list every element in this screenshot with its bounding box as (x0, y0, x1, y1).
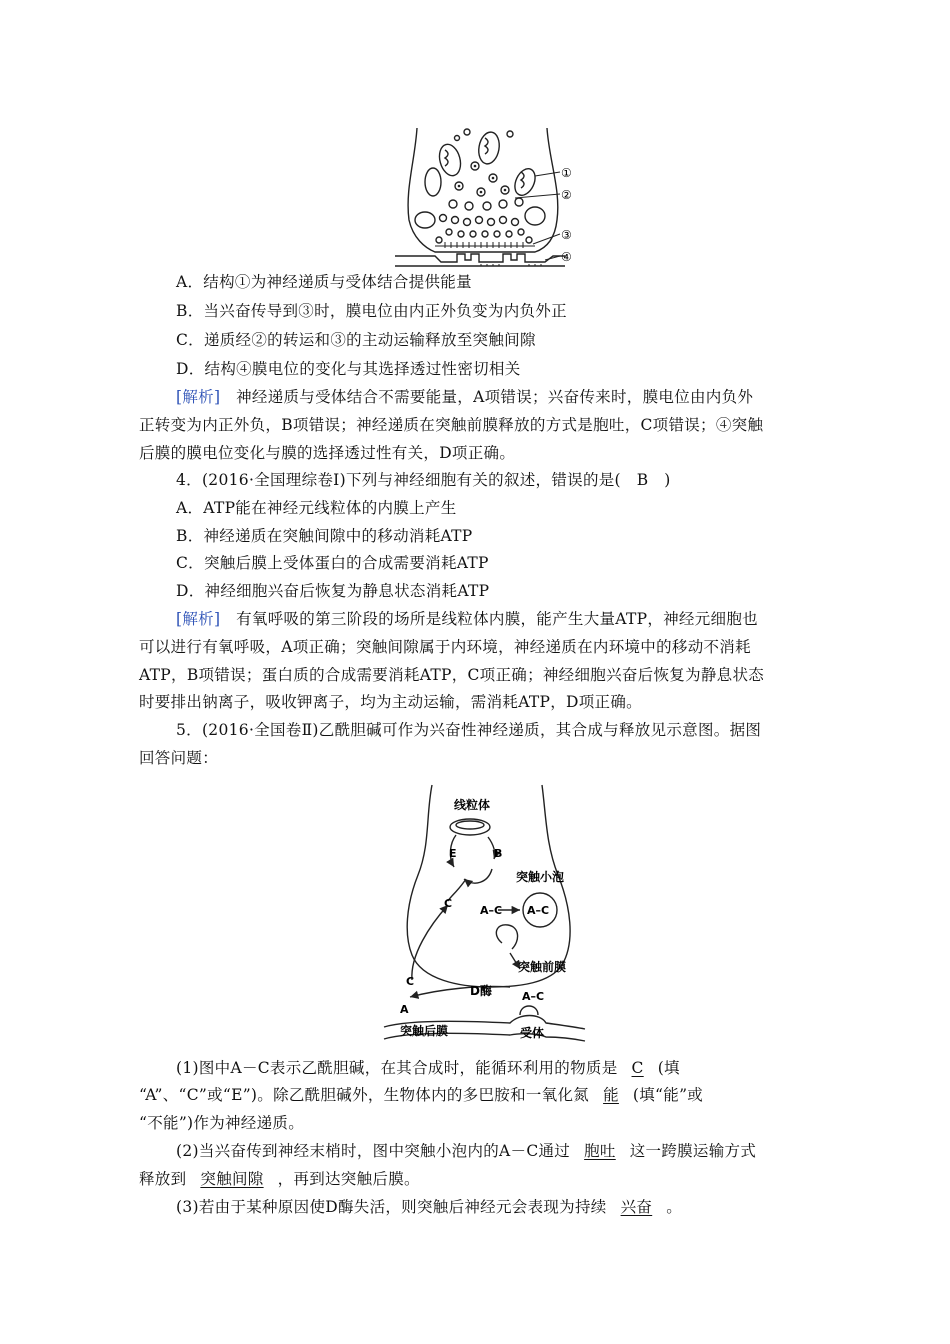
fig-b-label: B (494, 847, 503, 860)
q5-p1-text2a: “A”、“C”或“E”)。除乙酰胆碱外，生物体内的多巴胺和一氧化氮 (139, 1086, 590, 1104)
q5-stem-line2: 回答问题： (139, 749, 219, 767)
q3-option-b: B．当兴奋传导到③时，膜电位由内正外负变为内负外正 (176, 302, 567, 320)
q3-analysis-line1 (176, 387, 753, 407)
q4-option-a: A．ATP能在神经元线粒体的内膜上产生 (176, 499, 457, 517)
q5-p1-answer1: C (631, 1059, 644, 1077)
q5-p3-text-a: (3)若由于某种原因使D酶失活，则突触后神经元会表现为持续 (176, 1198, 607, 1216)
q4-analysis-line3: ATP，B项错误；蛋白质的合成需要消耗ATP，C项正确；神经细胞兴奋后恢复为静息状态 (139, 666, 765, 684)
q3-analysis-text1: 神经递质与受体结合不需要能量，A项错误；兴奋传来时，膜电位由内负外 (236, 388, 754, 406)
q5-p1-text1a: (1)图中A－C表示乙酰胆碱，在其合成时，能循环利用的物质是 (176, 1059, 618, 1077)
fig-vesicle-label: 突触小泡 (516, 870, 565, 884)
fig-ac2-label: A–C (522, 990, 545, 1003)
q4-option-b: B．神经递质在突触间隙中的移动消耗ATP (176, 527, 473, 545)
fig-mito-label: 线粒体 (454, 798, 491, 812)
q5-p2-answer1: 胞吐 (584, 1142, 616, 1160)
q5-p1-answer2: 能 (603, 1086, 619, 1104)
q3-option-c: C．递质经②的转运和③的主动运输释放至突触间隙 (176, 331, 536, 349)
q5-p2-line1 (176, 1141, 756, 1161)
q3-option-d: D．结构④膜电位的变化与其选择透过性密切相关 (176, 360, 521, 378)
q5-p1-text1b: (填 (657, 1059, 680, 1077)
q4-analysis-line2: 可以进行有氧呼吸，A项正确；突触间隙属于内环境，神经递质在内环境中的移动不消耗 (139, 638, 751, 656)
q3-analysis-tag: [解析] (176, 388, 221, 406)
acetylcholine-figure (370, 775, 605, 1050)
fig-presyn-label: 突触前膜 (518, 960, 567, 974)
q5-p2-text1b: 这一跨膜运输方式 (629, 1142, 757, 1160)
q4-option-d: D．神经细胞兴奋后恢复为静息状态消耗ATP (176, 582, 490, 600)
q3-analysis-line2: 正转变为内正外负，B项错误；神经递质在突触前膜释放的方式是胞吐，C项错误；④突触 (139, 416, 764, 434)
q5-p2-answer2: 突触间隙 (200, 1170, 264, 1188)
synapse-figure (395, 120, 585, 268)
q4-analysis-tag: [解析] (176, 610, 221, 628)
label-4: ④ (561, 250, 572, 264)
q5-stem-line1: 5．(2016·全国卷Ⅱ)乙酰胆碱可作为兴奋性神经递质，其合成与释放见示意图。据图 (176, 721, 762, 739)
q5-p1-line1 (176, 1058, 680, 1078)
q3-option-a: A．结构①为神经递质与受体结合提供能量 (176, 273, 472, 291)
q5-p3-line1 (176, 1197, 682, 1217)
fig-c1-label: C (444, 897, 453, 910)
q4-analysis-line4: 时要排出钠离子，吸收钾离子，均为主动运输，需消耗ATP，D项正确。 (139, 693, 642, 711)
fig-ac-vesicle-label: A–C (527, 904, 550, 917)
label-1: ① (561, 166, 572, 180)
fig-postsyn-label: 突触后膜 (400, 1024, 449, 1038)
q5-p1-text2b: (填“能”或 (632, 1086, 704, 1104)
q5-p1-line3: “不能”)作为神经递质。 (139, 1114, 304, 1132)
q4-analysis-text1: 有氧呼吸的第三阶段的场所是线粒体内膜，能产生大量ATP，神经元细胞也 (236, 610, 758, 628)
fig-a-label: A (400, 1003, 409, 1016)
q3-analysis-line3: 后膜的膜电位变化与膜的选择透过性有关，D项正确。 (139, 444, 516, 462)
label-3: ③ (561, 228, 572, 242)
q4-stem: 4．(2016·全国理综卷Ⅰ)下列与神经细胞有关的叙述，错误的是( B ) (176, 471, 671, 489)
q4-analysis-line1 (176, 609, 758, 629)
fig-receptor-label: 受体 (520, 1026, 545, 1040)
label-2: ② (561, 188, 572, 202)
q5-p2-line2 (139, 1169, 420, 1189)
q5-p2-text2a: 释放到 (139, 1170, 187, 1188)
fig-ac-label: A–C (480, 904, 503, 917)
fig-denzyme-label: D酶 (470, 984, 492, 998)
fig-e-label: E (449, 847, 457, 860)
q5-p3-answer: 兴奋 (620, 1198, 653, 1216)
q5-p2-text1a: (2)当兴奋传到神经末梢时，图中突触小泡内的A－C通过 (176, 1142, 571, 1160)
q5-p2-text2b: ，再到达突触后膜。 (277, 1170, 420, 1188)
q5-p3-text-b: 。 (666, 1198, 683, 1216)
q5-p1-line2 (139, 1085, 703, 1105)
fig-c2-label: C (406, 975, 415, 988)
q4-option-c: C．突触后膜上受体蛋白的合成需要消耗ATP (176, 554, 489, 572)
